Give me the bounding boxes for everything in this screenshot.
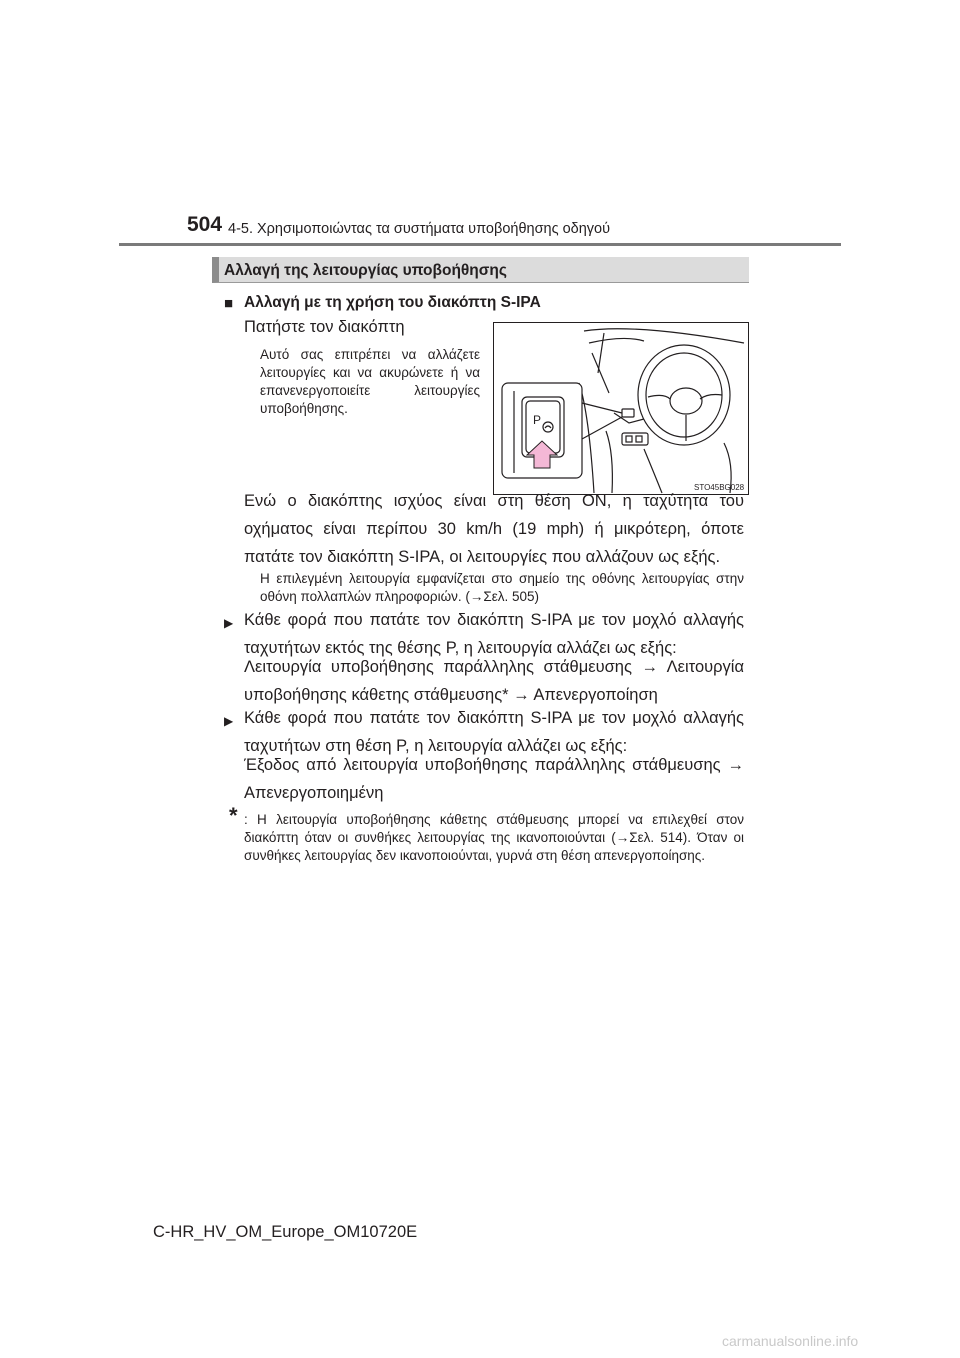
page-number: 504 <box>187 213 223 236</box>
header-divider <box>119 243 841 246</box>
bullet-arrow-icon: ▶ <box>224 616 234 630</box>
subsection-heading: Αλλαγή με τη χρήση του διακόπτη S-IPA <box>244 294 541 311</box>
bullet-text: Κάθε φορά που πατάτε τον διακόπτη S-IPA με τον μοχλό αλλαγής ταχυτήτων εκτός της θέσης P, η λειτουργία αλλάζει ως εξής: <box>244 611 744 657</box>
switch-p-label: P <box>533 413 542 427</box>
figure-label: STO45BG028 <box>694 483 745 492</box>
switch-illustration <box>493 322 749 495</box>
instruction-note: Αυτό σας επιτρέπει να αλλάζετε λειτουργίες και να ακυρώνετε ή να επανενεργοποιείτε λειτουργίες υποβοήθησης. <box>260 347 480 416</box>
section-title: Αλλαγή της λειτουργίας υποβοήθησης <box>224 262 507 279</box>
subsection-marker: ■ <box>224 295 234 312</box>
bullet-result: Λειτουργία υποβοήθησης παράλληλης στάθμευσης → Λειτουργία υποβοήθησης κάθετης στάθμευσης* → Απενεργοποίηση <box>244 658 744 704</box>
bullet-arrow-icon: ▶ <box>224 714 234 728</box>
document-code: C-HR_HV_OM_Europe_OM10720E <box>153 1223 418 1241</box>
dashboard-drawing <box>494 323 748 494</box>
bullet-result: Έξοδος από λειτουργία υποβοήθησης παράλληλης στάθμευσης → Απενεργοποιημένη <box>244 756 744 802</box>
footnote-marker: * <box>229 803 238 828</box>
watermark: carmanualsonline.info <box>722 1333 859 1349</box>
paragraph-note: Η επιλεγμένη λειτουργία εμφανίζεται στο σημείο της οθόνης λειτουργίας στην οθόνη πολλαπλών πληροφοριών. (→Σελ. 505) <box>260 571 744 604</box>
chapter-title: 4-5. Χρησιμοποιώντας τα συστήματα υποβοήθησης οδηγού <box>228 221 611 237</box>
instruction-text: Πατήστε τον διακόπτη <box>244 318 405 336</box>
main-paragraph: Ενώ ο διακόπτης ισχύος είναι στη θέση ON, η ταχύτητα του οχήματος είναι περίπου 30 km/h (19 mph) ή μικρότερη, όποτε πατάτε τον διακόπτη S-IPA, οι λειτουργίες που αλλάζουν ως εξής. <box>244 492 744 566</box>
footnote-text: : Η λειτουργία υποβοήθησης κάθετης στάθμευσης μπορεί να επιλεχθεί στον διακόπτη όταν οι συνθήκες λειτουργίας της ικανοποιούνται (→Σελ. 514). Όταν οι συνθήκες λειτουργίας δεν ικανοποιούνται, γυρνά στη θέση απενεργοποίησης. <box>244 812 744 863</box>
bullet-text: Κάθε φορά που πατάτε τον διακόπτη S-IPA με τον μοχλό αλλαγής ταχυτήτων στη θέση P, η λειτουργία αλλάζει ως εξής: <box>244 709 744 755</box>
